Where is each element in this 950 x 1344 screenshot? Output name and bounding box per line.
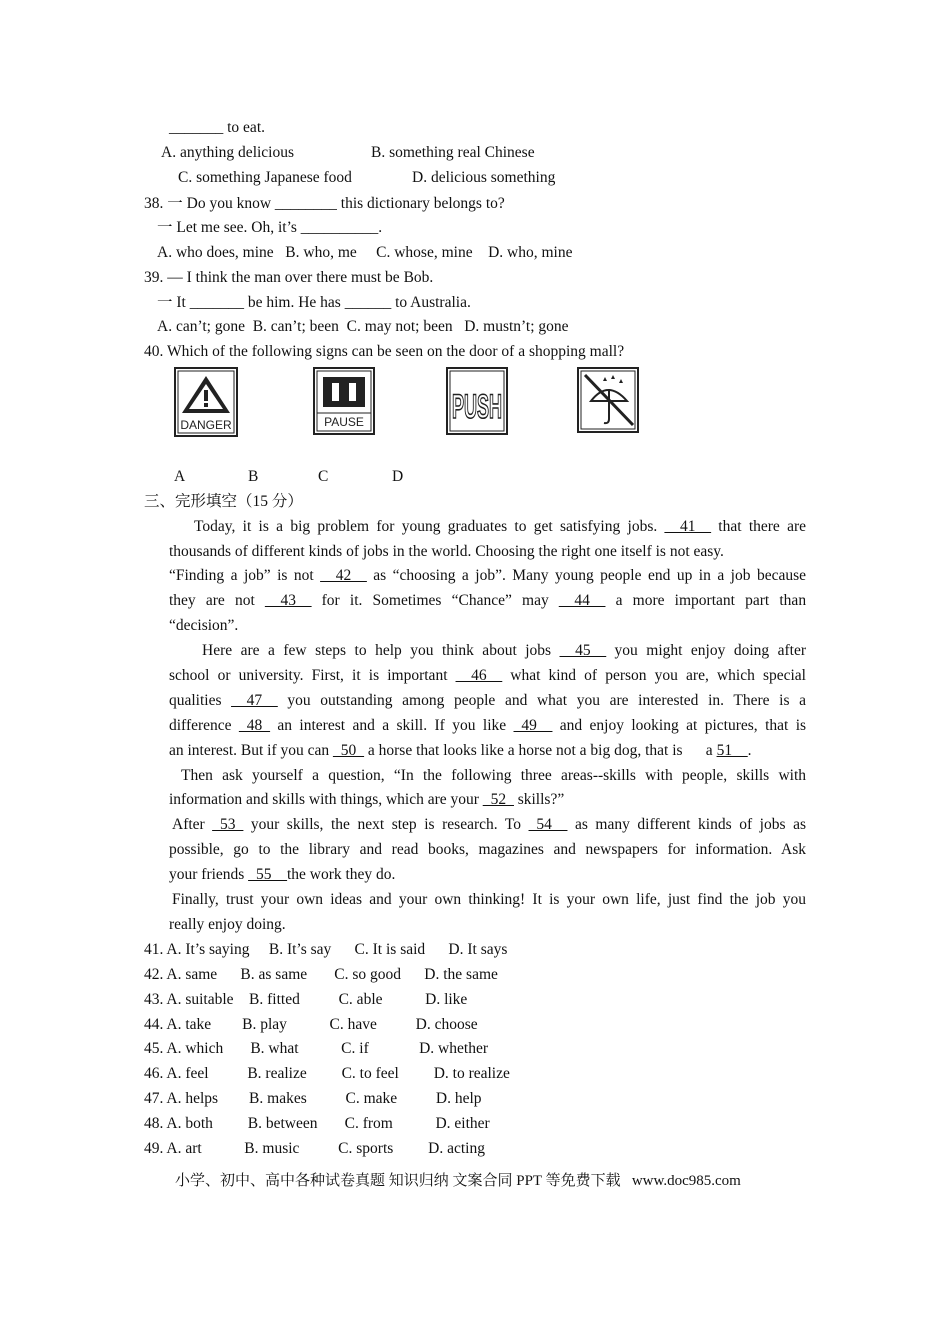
- q37-option-c: C. something Japanese food: [178, 169, 352, 186]
- passage-line: After _53_ your skills, the next step is research. To _54__ as many different kinds of jobs as: [172, 816, 806, 833]
- q39-options: A. can’t; gone B. can’t; been C. may not; been D. mustn’t; gone: [157, 318, 569, 335]
- blank-55: _55__: [248, 866, 287, 883]
- blank-50: _50_: [333, 742, 364, 759]
- option-line-49: 49. A. art B. music C. sports D. acting: [144, 1140, 485, 1157]
- sign-label-d: D: [392, 468, 404, 485]
- blank-48: _48_: [238, 717, 270, 734]
- option-line-41: 41. A. It’s saying B. It’s say C. It is said D. It says: [144, 941, 508, 958]
- blank-51: 51__: [716, 742, 748, 759]
- passage-line: difference _48_ an interest and a skill. If you like _49__ and enjoy looking at pictures, that is: [169, 717, 807, 734]
- q38-stem: 38. 一 Do you know ________ this dictionary belongs to?: [144, 195, 505, 212]
- sign-label-a: A: [174, 468, 186, 485]
- blank-49: _49__: [513, 717, 553, 734]
- passage-line: school or university. First, it is important __46__ what kind of person you are, which special: [169, 667, 806, 684]
- q37-stem-end: _______ to eat.: [169, 119, 265, 136]
- option-line-47: 47. A. helps B. makes C. make D. help: [144, 1090, 482, 1107]
- sign-label-c: C: [318, 468, 329, 485]
- passage-line: Here are a few steps to help you think about jobs __45__ you might enjoy doing after: [202, 642, 807, 659]
- q38-reply: 一 Let me see. Oh, it’s __________.: [157, 219, 383, 236]
- passage-line: information and skills with things, which are your _52_ skills?”: [169, 791, 565, 808]
- q39-reply: 一 It _______ be him. He has ______ to Australia.: [157, 294, 471, 311]
- q37-option-d: D. delicious something: [412, 169, 556, 186]
- blank-47: __47__: [231, 692, 278, 709]
- passage-line: “Finding a job” is not __42__ as “choosing a job”. Many young people end up in a job because: [169, 567, 807, 584]
- blank-54: _54__: [528, 816, 568, 833]
- passage-line: really enjoy doing.: [169, 916, 286, 933]
- blank-52: _52_: [482, 791, 514, 808]
- option-line-46: 46. A. feel B. realize C. to feel D. to realize: [144, 1065, 510, 1082]
- blank-44: __44__: [558, 592, 606, 609]
- blank-43: __43__: [264, 592, 312, 609]
- blank-41: __41__: [664, 518, 712, 535]
- passage-line: Finally, trust your own ideas and your own thinking! It is your own life, just find the job you: [172, 891, 806, 908]
- passage-line: Today, it is a big problem for young graduates to get satisfying jobs. __41__ that there are: [194, 518, 806, 535]
- passage-line: an interest. But if you can _50_ a horse that looks like a horse not a big dog, that is a 51__.: [169, 742, 752, 759]
- passage-line: thousands of different kinds of jobs in the world. Choosing the right one itself is not easy.: [169, 543, 724, 560]
- push-sign-text: PUSH: [452, 388, 502, 426]
- q37-option-b: B. something real Chinese: [371, 144, 535, 161]
- passage-line: they are not __43__ for it. Sometimes “Chance” may __44__ a more important part than: [169, 592, 807, 609]
- q40-stem: 40. Which of the following signs can be seen on the door of a shopping mall?: [144, 343, 625, 360]
- blank-46: __46__: [455, 667, 503, 684]
- danger-sign-image: [174, 367, 238, 435]
- no-umbrella-sign-image: [577, 367, 639, 435]
- option-line-43: 43. A. suitable B. fitted C. able D. like: [144, 991, 468, 1008]
- passage-line: your friends _55__the work they do.: [169, 866, 396, 883]
- q38-options: A. who does, mine B. who, me C. whose, mine D. who, mine: [157, 244, 573, 261]
- blank-45: __45__: [559, 642, 607, 659]
- option-line-44: 44. A. take B. play C. have D. choose: [144, 1016, 478, 1033]
- passage-line: qualities __47__ you outstanding among people and what you are interested in. There is a: [169, 692, 806, 709]
- push-sign-image: [446, 367, 508, 435]
- blank-53: _53_: [212, 816, 244, 833]
- section-title: 三、完形填空（15 分）: [144, 493, 303, 510]
- blank-42: __42__: [320, 567, 367, 584]
- passage-line: Then ask yourself a question, “In the following three areas--skills with people, skills with: [181, 767, 806, 784]
- passage-line: possible, go to the library and read books, magazines and newspapers for information. Ask: [169, 841, 806, 858]
- pause-sign-text: PAUSE: [324, 415, 364, 429]
- q39-stem: 39. — I think the man over there must be Bob.: [144, 269, 434, 286]
- option-line-45: 45. A. which B. what C. if D. whether: [144, 1040, 488, 1057]
- danger-sign-text: DANGER: [180, 418, 232, 432]
- option-line-48: 48. A. both B. between C. from D. either: [144, 1115, 490, 1132]
- sign-label-b: B: [248, 468, 259, 485]
- option-line-42: 42. A. same B. as same C. so good D. the same: [144, 966, 498, 983]
- q37-option-a: A. anything delicious: [161, 144, 295, 161]
- page-footer: 小学、初中、高中各种试卷真题 知识归纳 文案合同 PPT 等免费下载 www.doc985.com: [175, 1173, 741, 1189]
- pause-sign-image: [313, 367, 375, 435]
- passage-line: “decision”.: [169, 617, 239, 634]
